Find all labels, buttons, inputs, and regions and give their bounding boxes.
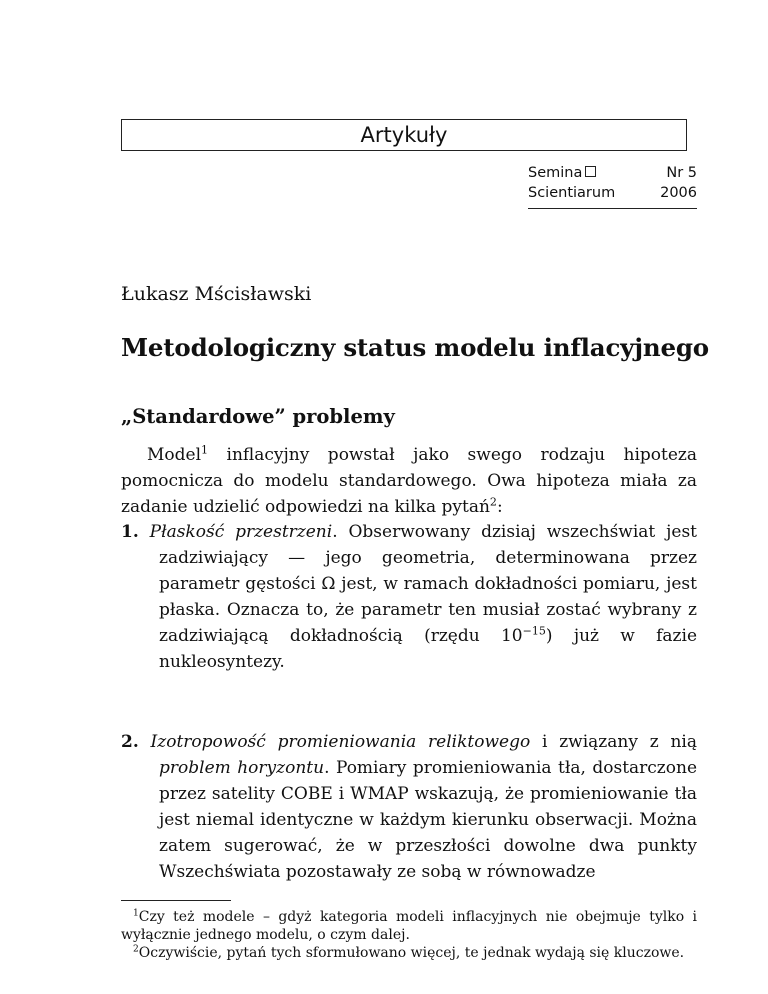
intro-paragraph: Model$^1$ inflacyjny powstał jako swego rodzaju hipoteza pomocnicza do modelu standardowego. Owa hipoteza miała za zadanie udzielić odpowiedzi na kilka pytań$^2$:	[121, 443, 697, 517]
issue-year: 2006	[660, 185, 697, 201]
item-number: 2.	[121, 732, 139, 752]
issue-info	[528, 163, 697, 209]
footnote-divider	[121, 900, 231, 901]
list-item: 1. Płaskość przestrzeni. Obserwowany dzisiaj wszechświat jest zadziwiający — jego geometria, determinowana przez parametr gęstości Ω jest, w ramach dokładności pomiaru, jest płaska. Oznacza to, że parametr ten musiał zostać wybrany z zadziwiającą dokładnością (rzędu $10^{-15}$) już w fazie nukleosyntezy.	[121, 522, 698, 672]
footnote-2: $^2$Oczywiście, pytań tych sformułowano więcej, te jednak wydają się kluczowe.	[133, 944, 685, 961]
section-title: Artykuły	[360, 123, 448, 147]
footnote-1: $^1$Czy też modele – gdyż kategoria modeli inflacyjnych nie obejmuje tylko i wyłącznie jednego modelu, o czym dalej.	[121, 908, 697, 943]
journal-name-line2: Scientiarum	[528, 185, 616, 201]
footnote-ref-1[interactable]: 1	[201, 443, 209, 457]
square-icon	[585, 166, 596, 177]
issue-number: Nr 5	[666, 165, 697, 181]
item-label: Izotropowość promieniowania reliktowego	[150, 732, 531, 752]
item-label: Płaskość przestrzeni	[149, 522, 333, 542]
item-number: 1.	[121, 522, 139, 542]
footnote-ref-2[interactable]: 2	[489, 495, 497, 509]
section-heading: „Standardowe” problemy	[121, 405, 395, 428]
author-name: Łukasz Mścisławski	[121, 283, 312, 305]
journal-name-line1: Semina	[528, 163, 647, 183]
section-header-box	[121, 119, 687, 151]
article-title: Metodologiczny status modelu inflacyjnego	[121, 333, 709, 362]
list-item: 2. Izotropowość promieniowania reliktowego i związany z nią problem horyzontu. Pomiary promieniowania tła, dostarczone przez satelity COBE i WMAP wskazują, że promieniowanie tła jest niemal identyczne w każdym kierunku obserwacji. Można zatem sugerować, że w przeszłości dowolne dwa punkty Wszechświata pozostawały ze sobą w równowadze	[121, 732, 698, 882]
